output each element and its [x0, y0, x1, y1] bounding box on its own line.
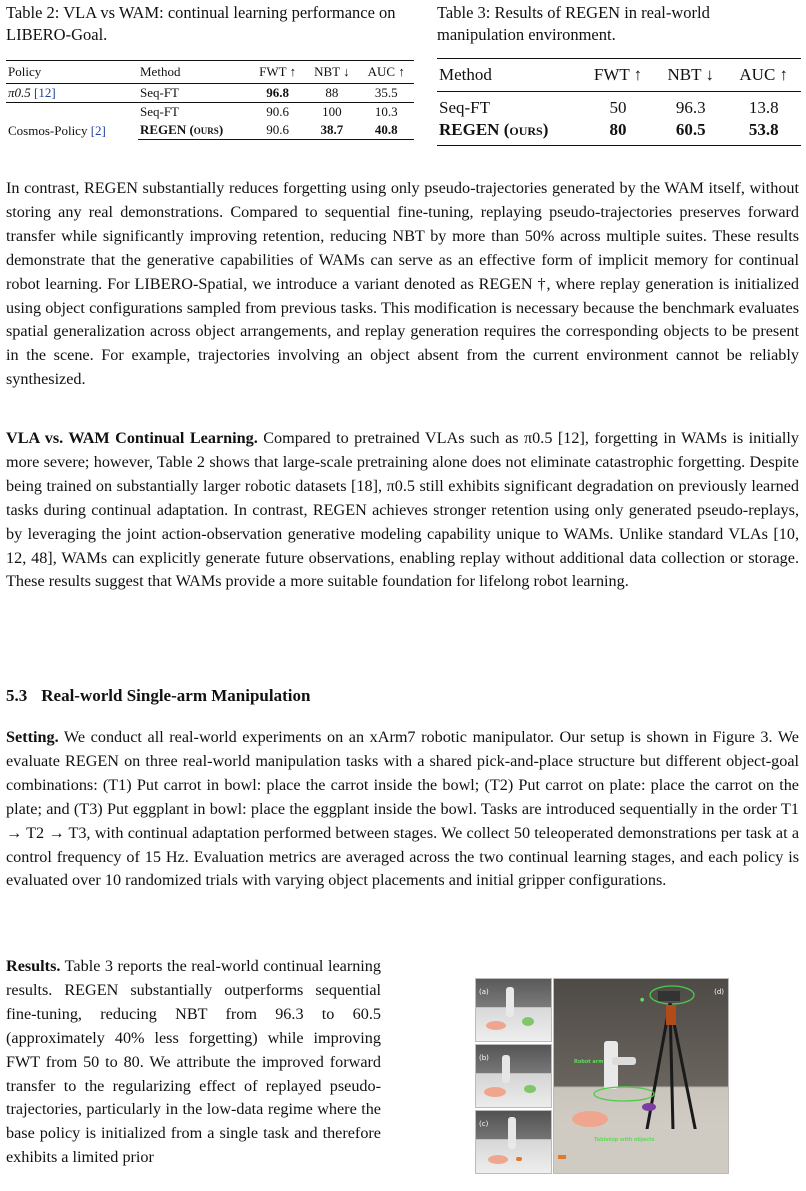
- paragraph-text: In contrast, REGEN substantially reduces forgetting using only pseudo-trajectories generated by the WAM itself, without storing any real demonstrations. Compared to sequential fine-tuning, replaying pseudo-trajectories preserves forward transfer while significantly improving retention, reducing NBT by more than 50% across multiple suites. These results demonstrate that the generative capabilities of WAMs can serve as an effective form of implicit memory for continual robot learning. For LIBERO-Spatial, we introduce a variant denoted as REGEN †, where replay generation is initialized using object configurations sampled from previous tasks. This modification is necessary because the benchmark evaluates spatial generalization across object arrangements, and replay generation requires the corresponding objects to be present in the scene. For example, trajectories involving an object absent from the current environment cannot be reliably synthesized.: [6, 179, 799, 389]
- policy-name: Cosmos-Policy: [8, 122, 88, 138]
- auc-cell: 13.8: [748, 98, 779, 117]
- annotation-robot-arm: Robot arm: [574, 1059, 604, 1065]
- fwt-cell: 50: [609, 98, 627, 117]
- nbt-cell: 100: [305, 103, 358, 122]
- table-3-header-fwt: FWT ↑: [581, 59, 655, 92]
- paragraph-text: Compared to pretrained VLAs such as π0.5 [12], forgetting in WAMs is initially more severe; however, Table 2 shows that large-scale pretraining alone does not eliminate catastrophic forgetting. Despite being trained on substantially larger robotic datasets [18], π0.5 still exhibits significant degradation on previously learned tasks during continual adaptation. In contrast, REGEN achieves stronger retention using only generated pseudo-replays, by leveraging the joint action-observation generative modeling capability unique to WAMs. Unlike standard VLAs [10, 12, 48], WAMs can explicitly generate future observations, enabling replay without additional data collection or storage. These results suggest that WAMs provide a more suitable foundation for lifelong robot learning.: [6, 429, 799, 591]
- table-2-caption: Table 2: VLA vs WAM: continual learning performance on LIBERO-Goal.: [6, 3, 396, 44]
- auc-cell: 40.8: [374, 122, 398, 137]
- auc-cell: 10.3: [358, 103, 414, 122]
- method-cell: REGEN (ours): [439, 120, 549, 139]
- carrot-shape: [516, 1157, 522, 1161]
- fwt-cell: 90.6: [250, 121, 305, 140]
- paragraph-heading: Results.: [6, 957, 61, 975]
- paragraph-heading: Setting.: [6, 728, 59, 746]
- table-row: [6, 84, 414, 103]
- section-number: 5.3: [6, 686, 28, 705]
- plate-shape: [488, 1155, 508, 1164]
- table-3-grid: [437, 58, 801, 146]
- method-cell: Seq-FT: [138, 103, 250, 122]
- table-2-header-policy: Policy: [6, 61, 138, 84]
- method-cell: REGEN (ours): [140, 122, 224, 137]
- paragraph-setting: [6, 726, 799, 893]
- auc-cell: 53.8: [748, 120, 779, 139]
- photo-panel-d: [553, 978, 729, 1174]
- photo-panel-a: [475, 978, 552, 1042]
- nbt-cell: 96.3: [675, 98, 706, 117]
- nbt-cell: 38.7: [320, 122, 344, 137]
- paragraph-results: [6, 955, 381, 1170]
- fwt-cell: 80: [609, 120, 627, 139]
- policy-name: π0.5: [8, 85, 31, 100]
- section-heading: [6, 684, 310, 708]
- section-title: Real-world Single-arm Manipulation: [41, 686, 311, 705]
- citation-link[interactable]: [12]: [34, 85, 56, 100]
- table-3-caption: Table 3: Results of REGEN in real-world manipulation environment.: [437, 3, 710, 44]
- robot-arm-shape: [508, 1117, 516, 1149]
- table-2-header-method: Method: [138, 61, 250, 84]
- nbt-cell: 60.5: [675, 120, 706, 139]
- paragraph-text: We conduct all real-world experiments on an xArm7 robotic manipulator. Our setup is shown in Figure 3. We evaluate REGEN on three real-world manipulation tasks with a shared pick-and-place structure but different object-goal combinations: (T1) Put carrot in bowl: place the carrot inside the bowl; (T2) Put carrot on plate: place the carrot on the plate; and (T3) Put eggplant in bowl: place the eggplant inside the bowl. Tasks are introduced sequentially in the order T1 → T2 → T3, with continual adaptation performed between stages. We collect 50 teleoperated demonstrations per task at a control frequency of 15 Hz. Evaluation metrics are averaged across the two continual learning stages, and each policy is evaluated over 10 randomized trials with varying object placements and initial gripper configurations.: [6, 728, 799, 890]
- annotation-label: ●: [640, 997, 645, 1003]
- bowl-shape: [522, 1017, 534, 1026]
- panel-label-d: (d): [714, 988, 724, 996]
- annotation-tabletop: Tabletop with objects: [594, 1137, 655, 1143]
- table-3: [437, 2, 801, 146]
- plate-shape: [484, 1087, 506, 1097]
- method-cell: Seq-FT: [439, 98, 490, 117]
- panel-label-b: (b): [479, 1054, 489, 1062]
- robot-arm-shape: [506, 987, 514, 1017]
- table-3-header-method: Method: [437, 59, 581, 92]
- citation-link[interactable]: [2]: [90, 122, 106, 138]
- plate-shape: [486, 1021, 506, 1030]
- figure-3-setup-photo: [475, 976, 727, 1174]
- bowl-shape: [524, 1085, 536, 1093]
- paragraph-heading: VLA vs. WAM Continual Learning.: [6, 429, 258, 447]
- table-row: [437, 119, 801, 146]
- paragraph-contrast: [6, 177, 799, 392]
- robot-arm-shape: [502, 1055, 510, 1083]
- table-2: [6, 2, 414, 140]
- table-3-header-nbt: NBT ↓: [655, 59, 726, 92]
- table-2-header-fwt: FWT ↑: [250, 61, 305, 84]
- table-row: [437, 92, 801, 120]
- paragraph-text: Table 3 reports the real-world continual learning results. REGEN substantially outperforms sequential fine-tuning, reducing NBT from 96.3 to 60.5 (approximately 40% less forgetting) while improving FWT from 50 to 80. We attribute the improved forward transfer to the regularizing effect of replayed pseudo-trajectories, particularly in the low-data regime where the base policy is initialized from a single task and therefore exhibits a limited prior: [6, 957, 381, 1167]
- table-row: [6, 103, 414, 122]
- photo-panel-b: [475, 1044, 552, 1108]
- nbt-cell: 88: [325, 85, 339, 100]
- fwt-cell: 96.8: [266, 85, 289, 100]
- panel-label-a: (a): [479, 988, 489, 996]
- table-2-header-nbt: NBT ↓: [305, 61, 358, 84]
- table-2-header-auc: AUC ↑: [358, 61, 414, 84]
- method-cell: Seq-FT: [140, 85, 179, 100]
- table-2-grid: [6, 60, 414, 140]
- paragraph-vla-vs-wam: [6, 427, 799, 594]
- table-3-header-auc: AUC ↑: [726, 59, 801, 92]
- photo-panel-c: [475, 1110, 552, 1174]
- panel-label-c: (c): [479, 1120, 489, 1128]
- auc-cell: 35.5: [374, 85, 398, 100]
- fwt-cell: 90.6: [250, 103, 305, 122]
